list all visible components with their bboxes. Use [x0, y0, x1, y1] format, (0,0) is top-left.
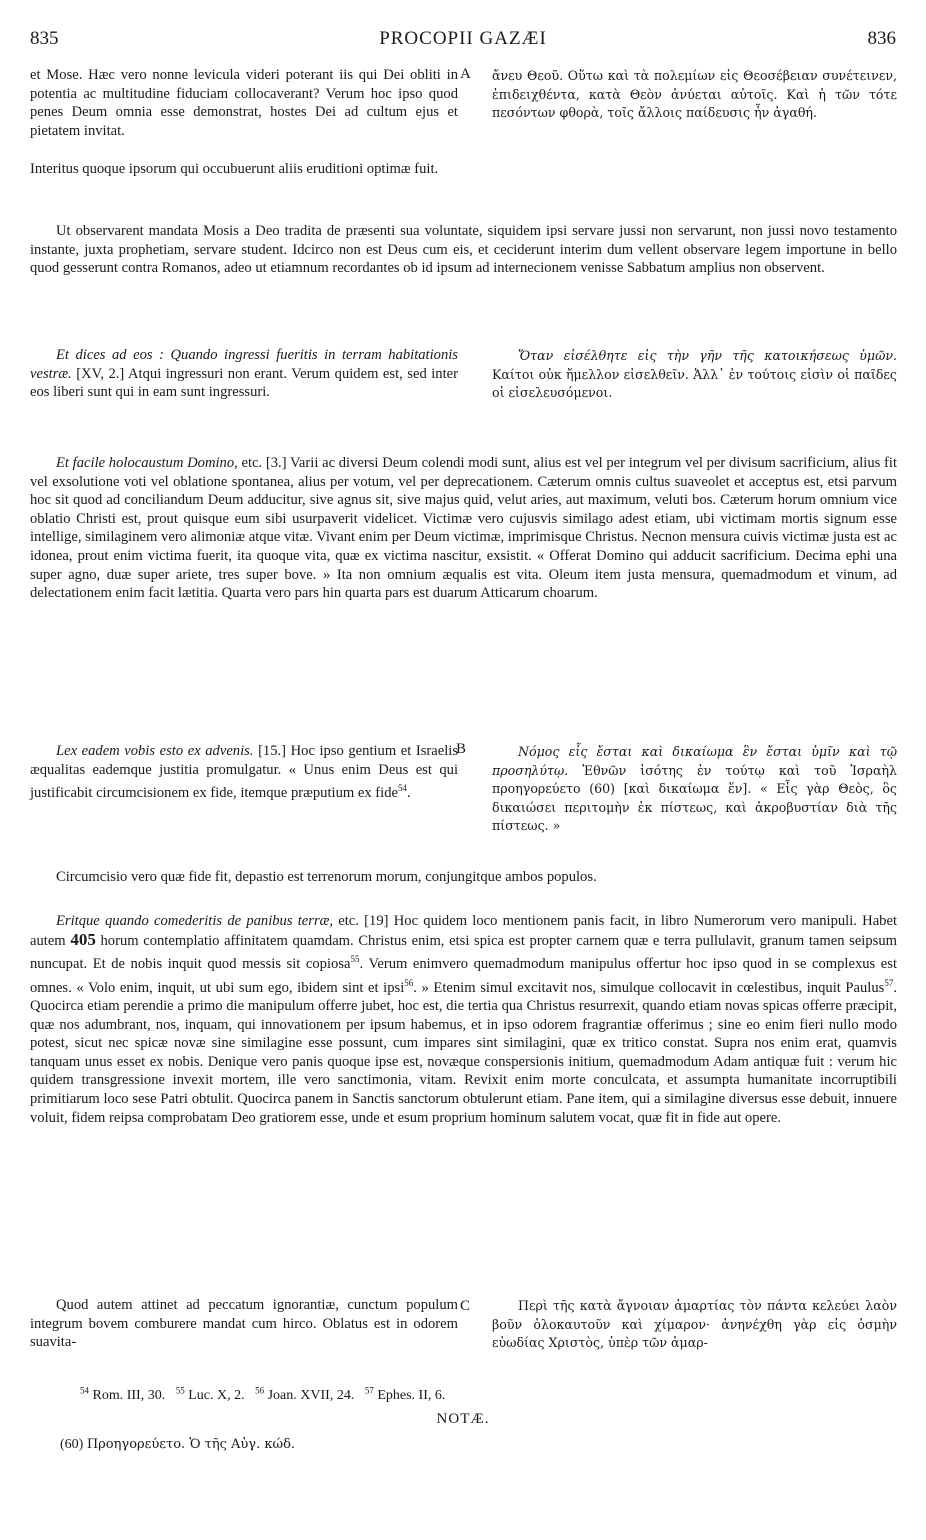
- paragraph-text: [30, 912, 897, 1127]
- note-number: (60): [60, 1437, 84, 1452]
- footnote: [80, 1385, 166, 1403]
- lemma: Et facile holocaustum Domino,: [56, 455, 238, 471]
- commentary: Atqui ingressuri non erant. Verum quidem est, sed inter eos liberi sunt qui in eam sunt ingressuri.: [30, 365, 458, 401]
- footnote-ref: 54: [398, 783, 407, 794]
- paragraph-text: [492, 743, 897, 836]
- footnote-text: Ephes. II, 6.: [377, 1387, 446, 1403]
- greek-lemma: Ὅταν εἰσέλθητε εἰς τὴν γῆν τῆς κατοικήσεως ὑμῶν.: [518, 348, 897, 363]
- latin-column-text: [30, 346, 458, 402]
- verse-ref: [15.]: [258, 743, 287, 759]
- paragraph-text: [492, 347, 897, 403]
- footnote-ref: 55: [350, 954, 360, 965]
- column-marker-c: C: [460, 1298, 471, 1314]
- commentary: Hoc ipso gentium et Israelis æqualitas eademque justitia promulgatur. « Unus enim Deus est qui justificabit circumcisionem ex fide, itemque præputium ex fide: [30, 743, 459, 802]
- column-marker-b: B: [456, 741, 467, 757]
- column-number: 405: [70, 929, 96, 949]
- verse-ref: [3.]: [265, 455, 287, 471]
- paragraph: [30, 454, 897, 603]
- footnote: [175, 1385, 245, 1403]
- greek-column-text: ἄνευ Θεοῦ. Οὕτω καὶ τὰ πολεμίων εἰς Θεοσέβειαν συνέτεινεν, ἐπιδειχθέντα, κατὰ Θεὸν ἀνύεται αὐτοῖς. Καὶ ἡ τῶν τότε πεσόντων φθορὰ, τοῖς ἄλλοις παίδευσις ἦν ἀγαθή.: [492, 68, 897, 121]
- page-header: [30, 28, 896, 54]
- footnote-text: Luc. X, 2.: [188, 1387, 245, 1403]
- footnote: [255, 1385, 355, 1403]
- commentary-end: .: [407, 785, 411, 802]
- commentary: . Quocirca etiam perendie a primo die manipulum offerre jubet, hoc est, die tertia qua Christus resurrexit, quando etiam novas spicas offerre præcipit, quæ nos adumbrant, nos, inquam, qui innovationem per ipsum habemus, et in ipso odorem fragrantiæ offerimus ; sine eo enim fieri nullo modo potest, sicut nec spicæ novæ sine similagine esse possunt, cum impares sint similagini, quæ ex tritico constat. Supra nos enim erat, quamvis tanquam unus esset ex nobis. Denique vero panis quoque ipse est, novæque conspersionis initium, quemadmodum Adam antiquæ fuit : verum hic quidem transgressione invexit mortem, ille vero sanctimonia, vitam. Revixit enim morte conculcata, et assumpta humanitate incorruptibili primitiarum loco sese Patri obtulit. Quocirca panem in Sanctis sanctorum obtulerunt etiam. Pane item, qui a similagine diversus esse debuit, innuere voluit, fidem reipsa comprobatam Deo gratiorem esse, unde et esum proprium hominum salutem vocat, quæ fit in fide aut opere.: [30, 979, 897, 1126]
- commentary: Hoc quidem loco mentionem panis facit, in libro Numerorum vero manipuli. Habet autem: [30, 913, 898, 949]
- column-marker-a: A: [460, 66, 471, 82]
- latin-full-text: Interitus quoque ipsorum qui occubuerunt aliis eruditioni optimæ fuit.: [30, 161, 439, 177]
- lemma: Lex eadem vobis esto ex advenis.: [56, 743, 254, 759]
- latin-column-text: [30, 1296, 458, 1352]
- footnote-number: 55: [175, 1385, 185, 1395]
- page-number-left: 835: [30, 28, 59, 49]
- greek-lemma: Νόμος εἷς ἔσται καὶ δικαίωμα ἓν ἔσται ὑμῖν καὶ τῷ προσηλύτῳ.: [492, 744, 897, 778]
- lemma-etc: etc.: [338, 913, 359, 929]
- greek-column-text: [492, 1297, 897, 1353]
- page-number-right: 836: [867, 28, 896, 49]
- note-text: Προηγορεύετο. Ὁ τῆς Αὐγ. κώδ.: [86, 1437, 296, 1452]
- footnote-number: 56: [255, 1385, 265, 1395]
- paragraph-text: Περὶ τῆς κατὰ ἄγνοιαν ἁμαρτίας τὸν πάντα κελεύει λαὸν βοῦν ὁλοκαυτοῦν καὶ χίμαρον· ἀνηνέχθη γὰρ εἰς ὀσμὴν εὐωδίας Χριστὸς, ὑπὲρ τῶν ἁμαρ-: [492, 1298, 897, 1351]
- paragraph-text: Quod autem attinet ad peccatum ignorantiæ, cunctum populum integrum bovem comburere mandat cum hirco. Oblatus est in odorem suavita-: [30, 1297, 458, 1351]
- notes-heading: NOTÆ.: [436, 1411, 490, 1427]
- footnote-text: Joan. XVII, 24.: [267, 1387, 355, 1403]
- editorial-note: [60, 1437, 295, 1453]
- verse-ref: [XV, 2.]: [76, 365, 125, 382]
- verse-ref: [19]: [364, 913, 389, 929]
- paragraph-text: Circumcisio vero quæ fide fit, depastio est terrenorum morum, conjungitque ambos populos.: [56, 869, 597, 885]
- footnote-text: Rom. III, 30.: [92, 1387, 166, 1403]
- commentary: . Verum enimvero quemadmodum manipulus offertur hoc ipso quod in se complexus est omnes. « Volo enim, inquit, ut ubi sum ego, ibidem sint et ipsi: [30, 956, 897, 996]
- paragraph: [30, 868, 897, 887]
- commentary: Varii ac diversi Deum colendi modi sunt, alius est vel per integrum vel per divisum sacrificium, alius fit vel exsolutione voti vel oblatione spontanea, alius per votum, vel per deprecationem. Cæterum omnis cultus suaveolet et acceptus est, etsi parvum hoc sit quod ad conciliandum Deum adducitur, sive agnus sit, sive majus quid, velut aries, aut maximum, veluti bos. Cæterum horum omnium vice oblatio Christi est, prout quisque eum sibi usurpaverit videlicet. Victimæ vero cujusvis similago adest etiam, ubi victimam mortis signum esse intellige, similaginem vero alimoniæ atque vitæ. Vivant enim per Deum victimæ, imprimisque Christus. Necnon mensura cuivis victimæ justa est ac idonea, prout enim victima fuerit, ita quoque vita, quæ ex victima nascitur, exsistit. « Offerat Domino qui adducit sacrificium. Decima ephi una super agno, duæ super ariete, tres super bove. » Ita non omnium æqualis est vita. Oleum item justa mensura, quemadmodum et vinum, ad delectationem enim facit lætitia. Quarta vero pars hin quarta pars est duarum Atticarum choarum.: [30, 455, 897, 602]
- latin-column-text: et Mose. Hæc vero nonne levicula videri poterant iis qui Dei obliti in potentia ac multitudine fiduciam collocaverant? Verum hoc ipso quod penes Deum omnia esse demonstrat, hostes Dei ad cultum ejus et pietatem invitat.: [30, 67, 458, 139]
- greek-column-text: [492, 347, 897, 403]
- paragraph-text: Ut observarent mandata Mosis a Deo tradita de præsenti sua voluntate, siquidem ipsi servare jussi non servarunt, non jussi novo testamento instante, juxta prophetiam, servare student. Idcirco non est Deus cum eis, et ceciderunt interim dum vellent observare legem importune in bello quod gesserunt contra Romanos, adeo ut etiamnum recordantes ob id ipsum ad internecionem venisse Sabbatum amplius non observent.: [30, 223, 897, 277]
- lemma: Et dices ad eos : Quando ingressi fueritis in terram habitationis vestræ.: [30, 347, 458, 382]
- paragraph-text: [30, 742, 458, 803]
- commentary: . » Etenim simul excitavit nos, simulque collocavit in cœlestibus, inquit Paulus: [413, 979, 885, 996]
- footnote-ref: 57: [884, 977, 894, 988]
- greek-column-text: [492, 743, 897, 836]
- lemma-etc: etc.: [241, 455, 263, 471]
- footnote-number: 57: [364, 1385, 374, 1395]
- greek-commentary: Ἐθνῶν ἰσότης ἐν τούτῳ καὶ τοῦ Ἰσραὴλ προηγορεύετο (60) [καὶ δικαίωμα ἕν]. « Εἷς γὰρ Θεὸς, ὃς δικαιώσει περιτομὴν ἐκ πίστεως, καὶ ἀκροβυστίαν διὰ τῆς πίστεως. »: [492, 762, 897, 834]
- greek-commentary: Καίτοι οὐκ ἤμελλον εἰσελθεῖν. Ἀλλ᾽ ἐν τούτοις εἰσὶν οἱ παῖδες οἱ εἰσελευσόμενοι.: [492, 366, 897, 401]
- footnote: [364, 1385, 446, 1403]
- footnote-number: 54: [80, 1385, 89, 1395]
- footnote-ref: 56: [404, 977, 414, 988]
- running-title: PROCOPII GAZÆI: [379, 28, 547, 49]
- commentary: horum contemplatio affinitatem quamdam. Christus enim, etsi spica est propter carnem quæ e terra pullulavit, granum tamen seipsum nuncupat. Et de nobis inquit quod messis sit copiosa: [30, 932, 897, 973]
- paragraph-text: [30, 346, 458, 402]
- paragraph: [30, 222, 897, 278]
- latin-column-text: [30, 742, 458, 803]
- paragraph-text: [30, 454, 897, 603]
- footnotes: [80, 1385, 900, 1404]
- lemma: Eritque quando comederitis de panibus terræ,: [56, 913, 334, 929]
- paragraph: [30, 912, 897, 1127]
